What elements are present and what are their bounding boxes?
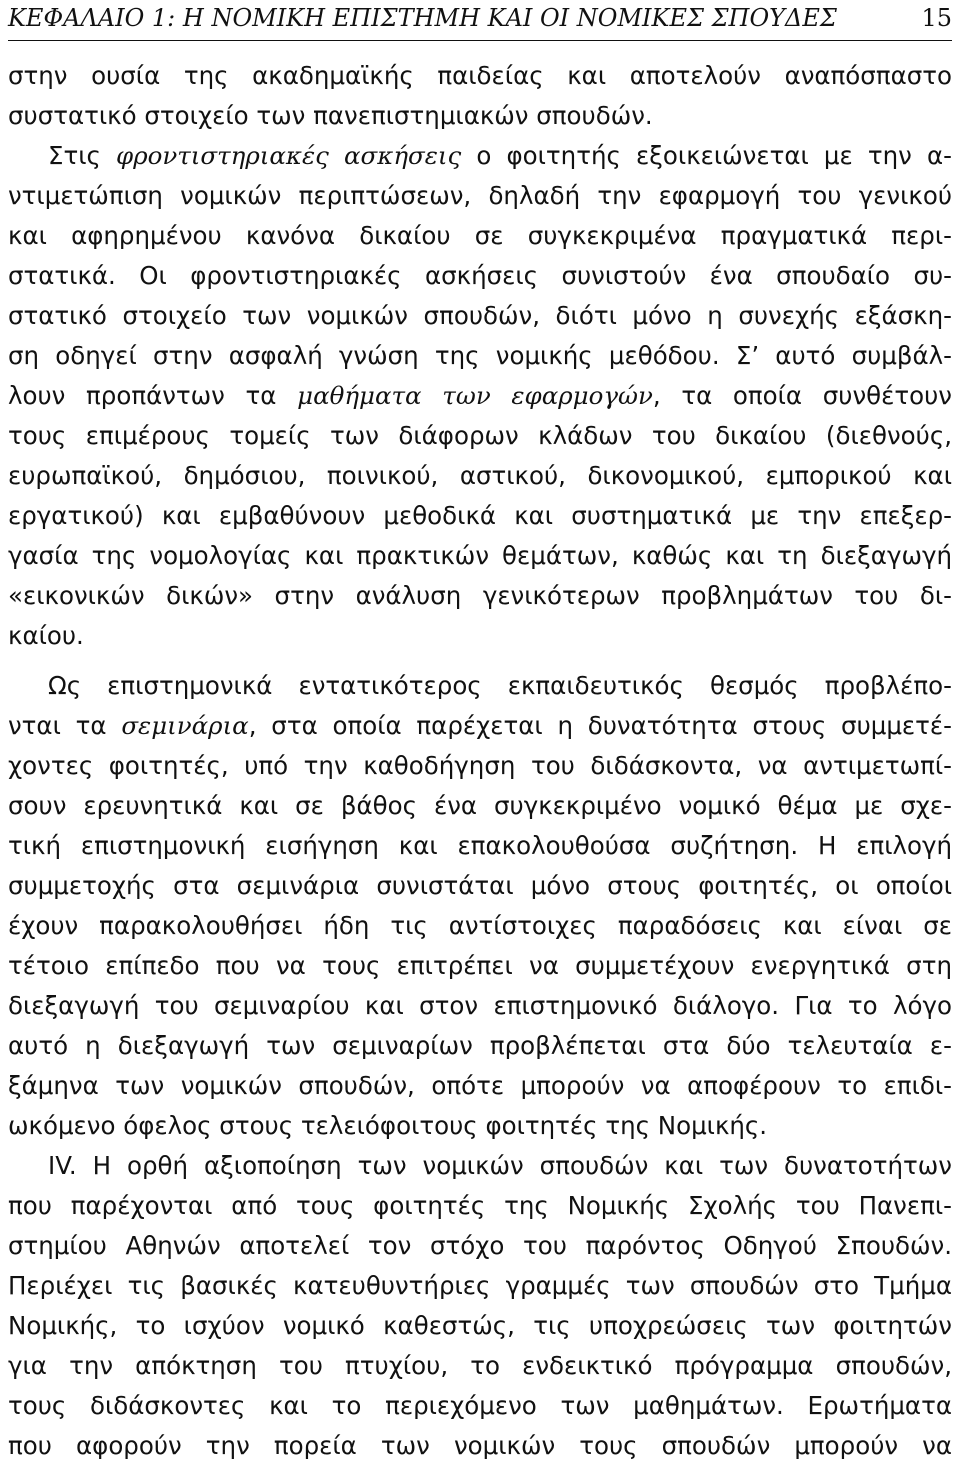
text-line: τική επιστημονική εισήγηση και επακολουθούσα συζήτηση. Η επιλογή <box>8 831 952 860</box>
text-line: ση οδηγεί στην ασφαλή γνώση της νομικής μεθόδου. Σ’ αυτό συμβάλ- <box>8 341 952 370</box>
text-line: χοντες φοιτητές, υπό την καθοδήγηση του διδάσκοντα, να αντιμετωπί- <box>8 751 952 780</box>
paragraph <box>8 56 952 656</box>
text-line: σουν ερευνητικά και σε βάθος ένα συγκεκριμένο νομικό θέμα με σχε- <box>8 791 952 820</box>
emphasized-term: μαθήματα των εφαρμογών <box>297 381 653 410</box>
text-line: λουν προπάντων τα μαθήματα των εφαρμογών, τα οποία συνθέτουν <box>8 381 952 410</box>
text-line: διεξαγωγή του σεμιναρίου και στον επιστημονικό διάλογο. Για το λόγο <box>8 991 952 1020</box>
text-line: που αφορούν την πορεία των νομικών τους σπουδών μπορούν να <box>8 1431 952 1460</box>
text-line: στατικά. Οι φροντιστηριακές ασκήσεις συνιστούν ένα σπουδαίο συ- <box>8 261 952 290</box>
text-line: έχουν παρακολουθήσει ήδη τις αντίστοιχες παραδόσεις και είναι σε <box>8 911 952 940</box>
text-line: τους επιμέρους τομείς των διάφορων κλάδων του δικαίου (διεθνούς, <box>8 421 952 450</box>
paragraph-gap <box>8 656 952 666</box>
text-line: νται τα σεμινάρια, στα οποία παρέχεται η δυνατότητα στους συμμετέ- <box>8 711 953 740</box>
text-line: τους διδάσκοντες και το περιεχόμενο των μαθημάτων. Ερωτήματα <box>8 1391 952 1420</box>
text-line: που παρέχονται από τους φοιτητές της Νομικής Σχολής του Πανεπι- <box>8 1191 952 1220</box>
body-text <box>8 56 952 1466</box>
text-line: για την απόκτηση του πτυχίου, το ενδεικτικό πρόγραμμα σπουδών, <box>8 1351 952 1380</box>
text-line: στατικό στοιχείο των νομικών σπουδών, διότι μόνο η συνεχής εξάσκη- <box>8 301 952 330</box>
text-line: γασία της νομολογίας και πρακτικών θεμάτων, καθώς και τη διεξαγωγή <box>8 541 952 570</box>
text-line: Περιέχει τις βασικές κατευθυντήριες γραμμές των σπουδών στο Τμήμα <box>8 1271 952 1300</box>
text-line: ωκόμενο όφελος στους τελειόφοιτους φοιτητές της Νομικής. <box>8 1111 768 1140</box>
text-line: και αφηρημένου κανόνα δικαίου σε συγκεκριμένα πραγματικά περι- <box>8 221 952 250</box>
text-line: Ως επιστημονικά εντατικότερος εκπαιδευτικός θεσμός προβλέπο- <box>48 671 952 700</box>
text-line: τέτοιο επίπεδο που να τους επιτρέπει να συμμετέχουν ενεργητικά στη <box>8 951 952 980</box>
emphasized-term: σεμινάρια <box>121 711 249 740</box>
text-line: εργατικού) και εμβαθύνουν μεθοδικά και συστηματικά με την επεξερ- <box>8 501 952 530</box>
text-line: ευρωπαϊκού, δημόσιου, ποινικού, αστικού, δικονομικού, εμπορικού και <box>8 461 952 490</box>
text-line: συμμετοχής στα σεμινάρια συνιστάται μόνο στους φοιτητές, οι οποίοι <box>8 871 952 900</box>
text-line: IV. Η ορθή αξιοποίηση των νομικών σπουδών και των δυνατοτήτων <box>48 1151 952 1180</box>
text-line: «εικονικών δικών» στην ανάλυση γενικότερων προβλημάτων του δι- <box>8 581 952 610</box>
chapter-title: ΚΕΦΑΛΑΙΟ 1: Η ΝΟΜΙΚΗ ΕΠΙΣΤΗΜΗ ΚΑΙ ΟΙ ΝΟΜΙΚΕΣ ΣΠΟΥΔΕΣ <box>8 4 837 32</box>
text-line: Στις φροντιστηριακές ασκήσεις ο φοιτητής εξοικειώνεται με την α- <box>48 141 952 170</box>
paragraph <box>8 1146 952 1466</box>
paragraph <box>8 666 952 1146</box>
text-line: καίου. <box>8 621 84 650</box>
text-line: συστατικό στοιχείο των πανεπιστημιακών σπουδών. <box>8 101 653 130</box>
page-number: 15 <box>921 4 952 32</box>
text-line: ξάμηνα των νομικών σπουδών, οπότε μπορούν να αποφέρουν το επιδι- <box>8 1071 952 1100</box>
text-line: στην ουσία της ακαδημαϊκής παιδείας και αποτελούν αναπόσπαστο <box>8 61 952 90</box>
running-header <box>8 2 952 34</box>
text-line: ντιμετώπιση νομικών περιπτώσεων, δηλαδή την εφαρμογή του γενικού <box>8 181 952 210</box>
header-rule <box>8 40 952 41</box>
text-line: αυτό η διεξαγωγή των σεμιναρίων προβλέπεται στα δύο τελευταία ε- <box>8 1031 952 1060</box>
emphasized-term: φροντιστηριακές ασκήσεις <box>116 141 462 170</box>
text-line: Νομικής, το ισχύον νομικό καθεστώς, τις υποχρεώσεις των φοιτητών <box>8 1311 952 1340</box>
text-line: στημίου Αθηνών αποτελεί τον στόχο του παρόντος Οδηγού Σπουδών. <box>8 1231 952 1260</box>
